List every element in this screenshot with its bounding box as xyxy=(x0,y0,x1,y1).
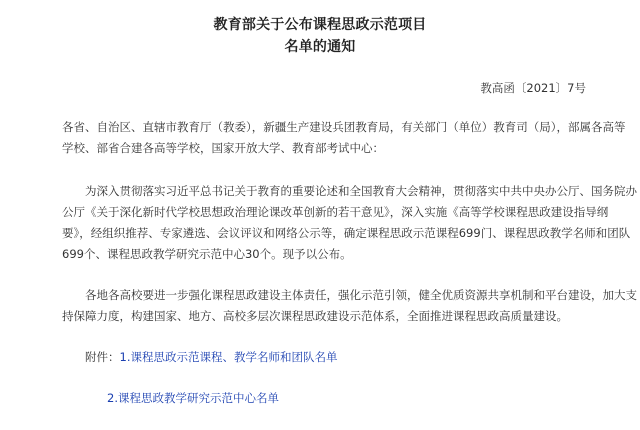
paragraph-line: 为深入贯彻落实习近平总书记关于教育的重要论述和全国教育大会精神，贯彻落实中共中央办公厅、国务院办 xyxy=(85,184,637,198)
paragraph-2 xyxy=(62,285,637,327)
attachments-row xyxy=(85,349,337,365)
attachments-row-2 xyxy=(107,390,279,406)
document-number: 教高函〔2021〕7号 xyxy=(480,81,586,95)
attachment-link-1[interactable]: 1.课程思政示范课程、教学名师和团队名单 xyxy=(119,350,338,364)
salutation-line: 学校、部省合建各高等学校，国家开放大学、教育部考试中心： xyxy=(62,141,384,155)
attachment-link-2[interactable]: 2.课程思政教学研究示范中心名单 xyxy=(107,391,279,405)
paragraph-line: 699个、课程思政教学研究示范中心30个。现予以公布。 xyxy=(62,247,352,261)
salutation-line: 各省、自治区、直辖市教育厅（教委），新疆生产建设兵团教育局，有关部门（单位）教育司（局），部属各高等 xyxy=(62,120,626,134)
paragraph-1 xyxy=(62,181,637,265)
document-title-line2: 名单的通知 xyxy=(284,39,356,55)
paragraph-line: 公厅《关于深化新时代学校思想政治理论课改革创新的若干意见》，深入实施《高等学校课程思政建设指导纲 xyxy=(62,205,609,219)
document-title-line1: 教育部关于公布课程思政示范项目 xyxy=(213,17,427,33)
paragraph-line: 各地各高校要进一步强化课程思政建设主体责任，强化示范引领，健全优质资源共享机制和平台建设，加大支 xyxy=(85,288,637,302)
paragraph-line: 持保障力度，构建国家、地方、高校多层次课程思政建设示范体系，全面推进课程思政高质量建设。 xyxy=(62,309,568,323)
salutation xyxy=(62,117,626,159)
paragraph-line: 要》，经组织推荐、专家遴选、会议评议和网络公示等，确定课程思政示范课程699门、课程思政教学名师和团队 xyxy=(62,226,631,240)
attachments-label: 附件： xyxy=(85,350,120,364)
